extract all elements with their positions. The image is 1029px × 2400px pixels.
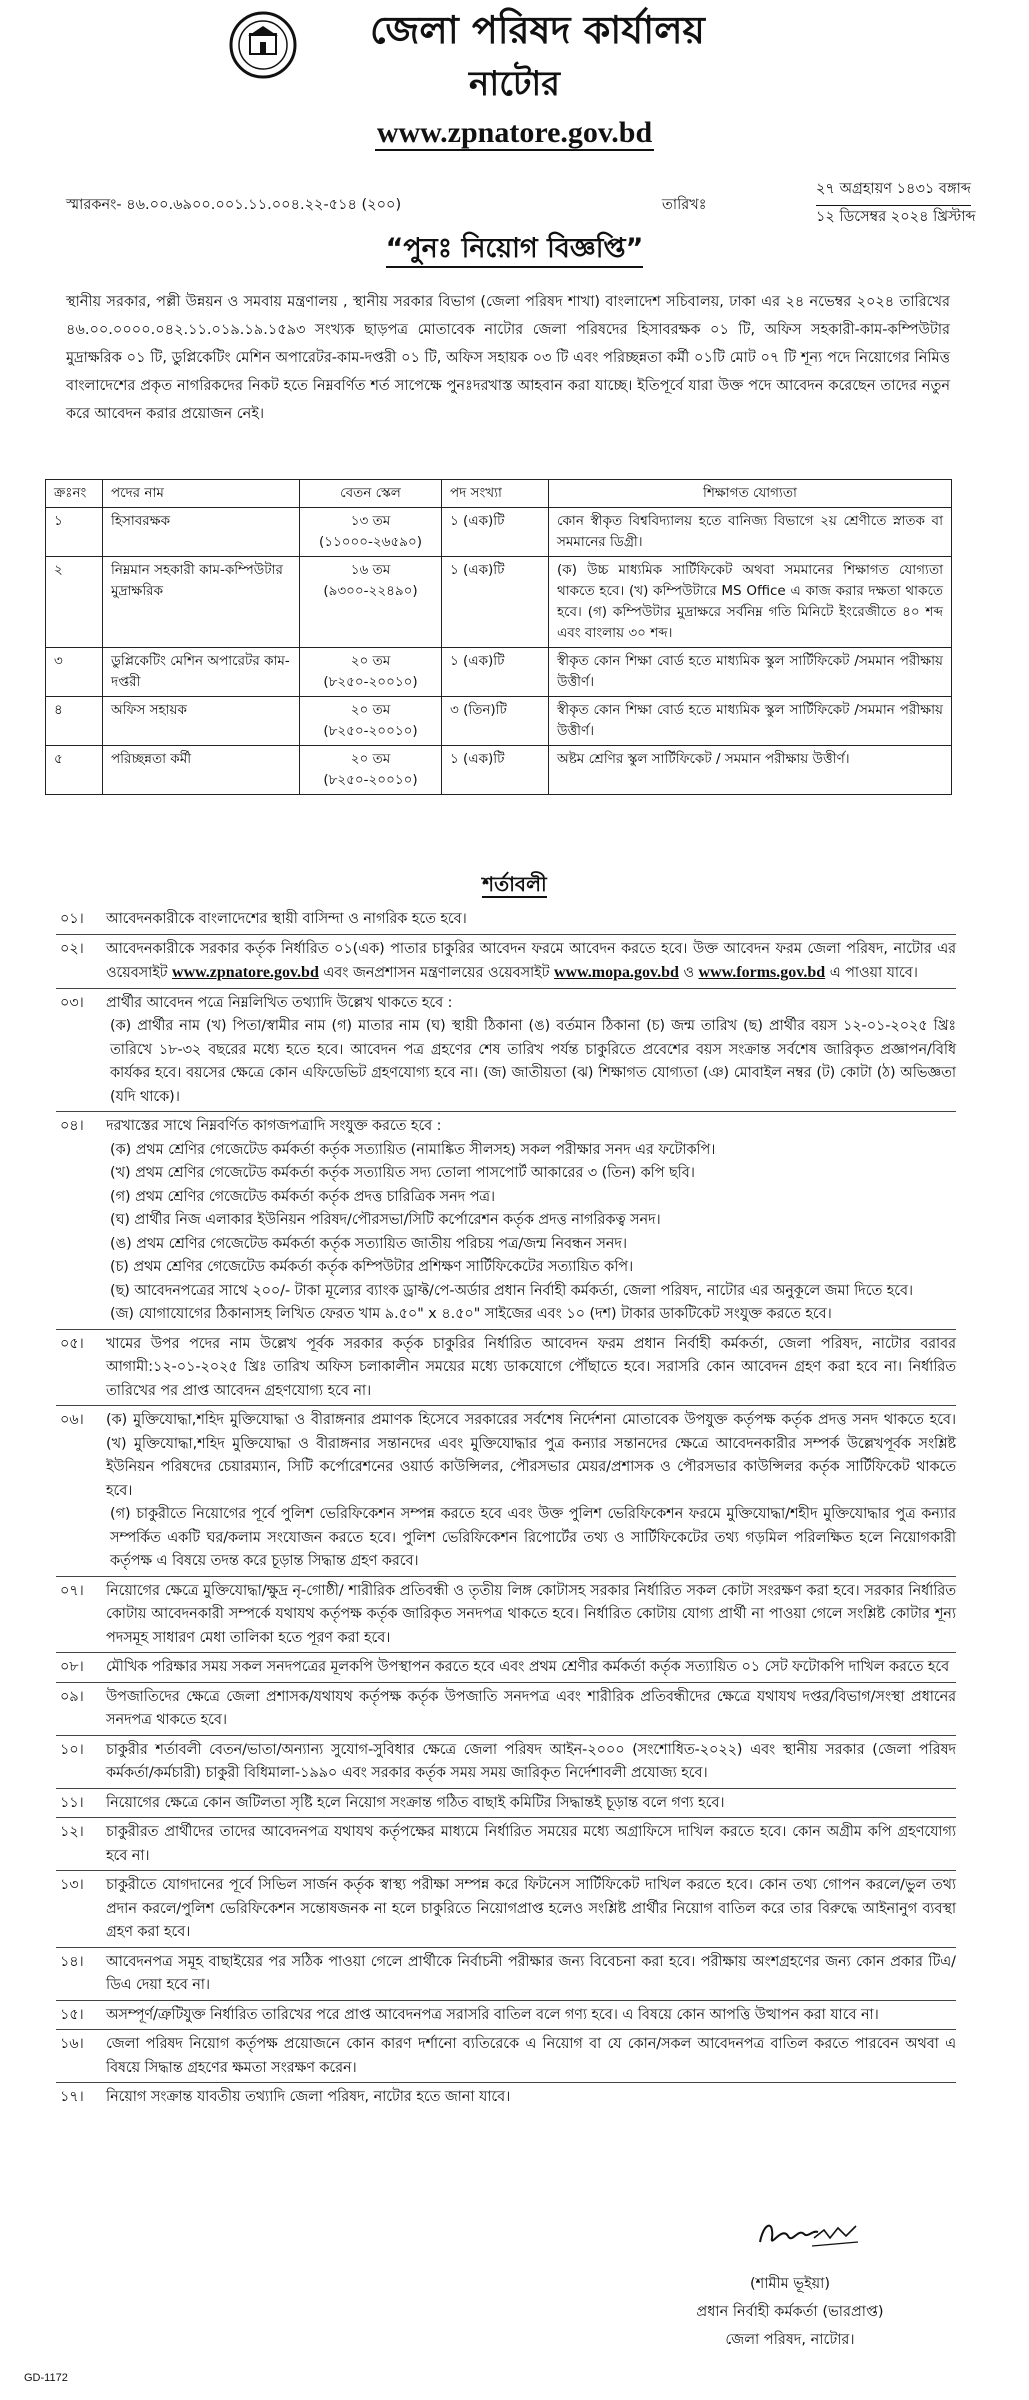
- condition-line: নিয়োগের ক্ষেত্রে কোন জটিলতা সৃষ্টি হলে নিয়োগ সংক্রান্ত গঠিত বাছাই কমিটির সিদ্ধান্তই চূড়ান্ত বলে গণ্য হবে।: [106, 1794, 725, 1811]
- row-qualification: কোন স্বীকৃত বিশ্ববিদ্যালয় হতে বানিজ্য বিভাগে ২য় শ্রেণীতে স্নাতক বা সমমানের ডিগ্রী।: [549, 508, 952, 557]
- table-header-row: [46, 480, 952, 508]
- condition-item: [56, 1874, 956, 1945]
- condition-item: [56, 908, 956, 932]
- divider: [56, 1788, 956, 1789]
- condition-number: ১০।: [60, 1741, 84, 1758]
- condition-number: ১৭।: [60, 2089, 84, 2105]
- condition-line: নিয়োগ সংক্রান্ত যাবতীয় তথ্যাদি জেলা পরিষদ, নাটোর হতে জানা যাবে।: [106, 2089, 511, 2105]
- condition-line: (ছ) আবেদনপত্রের সাথে ২০০/- টাকা মূল্যের ব্যাংক ড্রাফ্ট/পে-অর্ডার প্রধান নির্বাহী কর্মকর্তা, জেলা পরিষদ, নাটোর এর অনুকূলে জমা দিতে হবে।: [110, 1282, 914, 1299]
- row-post: ডুপ্লিকেটিং মেশিন অপারেটর কাম-দপ্তরী: [103, 648, 300, 697]
- row-scale-range: (১১০০০-২৬৫৯০): [318, 534, 423, 550]
- col-serial: ক্রঃনং: [46, 480, 103, 508]
- col-post: পদের নাম: [103, 480, 300, 508]
- condition-line: চাকুরীর শর্তাবলী বেতন/ভাতা/অন্যান্য সুযোগ-সুবিধার ক্ষেত্রে জেলা পরিষদ আইন-২০০০ (সংশোধিত-২০২২) এবং স্থানীয় সরকার (জেলা পরিষদ কর্মকর্তা/কর্মচারী) চাকুরী বিধিমালা-১৯৯০ এবং সরকার কর্তৃক সময় সময় জারিকৃত নির্দেশাবলী প্রযোজ্য হবে।: [106, 1741, 956, 1781]
- divider: [56, 2000, 956, 2001]
- condition-line: (খ) প্রথম শ্রেণির গেজেটেড কর্মকর্তা কর্তৃক সত্যায়িত সদ্য তোলা পাসপোর্ট আকারের ৩ (তিন) কপি ছবি।: [110, 1165, 695, 1181]
- divider: [56, 1947, 956, 1948]
- condition-number: ০১।: [60, 911, 84, 927]
- condition-number: ১৫।: [60, 2006, 84, 2023]
- website-link-zpnatore[interactable]: www.zpnatore.gov.bd: [172, 964, 319, 981]
- row-post: নিম্নমান সহকারী কাম-কম্পিউটার মুদ্রাক্ষরিক: [103, 557, 300, 648]
- row-grade: ১৩ তম: [350, 513, 391, 529]
- condition-line: দরখাস্তের সাথে নিম্নবর্ণিত কাগজপত্রাদি সংযুক্ত করতে হবে :: [106, 1118, 442, 1134]
- website-link-mopa[interactable]: www.mopa.gov.bd: [553, 964, 679, 981]
- condition-line: (গ) চাকুরীতে নিয়োগের পূর্বে পুলিশ ভেরিফিকেশন সম্পন্ন করতে হবে এবং উক্ত পুলিশ ভেরিফিকেশন ফরমে মুক্তিযোদ্ধা/শহীদ মুক্তিযোদ্ধার পুত্র কন্যার সম্পর্কিত একটি ঘর/কলাম সংযোজন করতে হবে। পুলিশ ভেরিফিকেশন রিপোর্টের তথ্য ও সার্টিফিকেটের তথ্য গড়মিল পরিলক্ষিত হলে নিয়োগকারী কর্তৃপক্ষ এ বিষয়ে তদন্ত করে চূড়ান্ত সিদ্ধান্ত গ্রহণ করবে।: [110, 1506, 956, 1569]
- row-qualification: অষ্টম শ্রেণির স্কুল সার্টিফিকেট / সমমান পরীক্ষায় উত্তীর্ণ।: [549, 746, 952, 795]
- condition-number: ১৩।: [60, 1877, 84, 1893]
- condition-item: [56, 1686, 956, 1733]
- divider: [56, 1652, 956, 1653]
- divider: [56, 2029, 956, 2030]
- row-scale-range: (৯৩০০-২২৪৯০): [323, 583, 418, 599]
- row-post: হিসাবরক্ষক: [103, 508, 300, 557]
- row-scale: [300, 557, 442, 648]
- signer-block: [640, 2270, 940, 2354]
- condition-item: [56, 1792, 956, 1816]
- divider: [56, 1329, 956, 1330]
- condition-line: (ঙ) প্রথম শ্রেণির গেজেটেড কর্মকর্তা কর্তৃক সত্যায়িত জাতীয় পরিচয় পত্র/জন্ম নিবন্ধন সনদ।: [110, 1235, 627, 1252]
- row-count: ১ (এক)টি: [442, 746, 549, 795]
- vacancy-table: [45, 479, 952, 795]
- row-count: ১ (এক)টি: [442, 648, 549, 697]
- row-grade: ২০ তম: [350, 653, 391, 669]
- condition-item: [56, 1656, 956, 1680]
- date-english: ১২ ডিসেম্বর ২০২৪ খ্রিস্টাব্দ: [816, 209, 976, 225]
- condition-line: (গ) প্রথম শ্রেণির গেজেটেড কর্মকর্তা কর্তৃক প্রদত্ত চারিত্রিক সনদ পত্র।: [110, 1188, 496, 1205]
- divider: [56, 934, 956, 935]
- condition-number: ০২।: [60, 940, 84, 957]
- condition-item: [56, 992, 956, 1110]
- website-link[interactable]: www.zpnatore.gov.bd: [376, 116, 653, 149]
- divider: [56, 1576, 956, 1577]
- signer-office: জেলা পরিষদ, নাটোর।: [725, 2332, 855, 2348]
- condition-item: [56, 1580, 956, 1651]
- row-serial: ৩: [46, 648, 103, 697]
- condition-line: (জ) যোগাযোগের ঠিকানাসহ লিখিত ফেরত খাম ৯.৫০" x ৪.৫০" সাইজের এবং ১০ (দশ) টাকার ডাকটিকেট সংযুক্ত করতে হবে।: [110, 1306, 832, 1322]
- row-scale-range: (৮২৫০-২০০১০): [323, 674, 418, 690]
- row-scale: [300, 648, 442, 697]
- condition-line: অসম্পূর্ণ/ত্রুটিযুক্ত নির্ধারিত তারিখের পরে প্রাপ্ত আবেদনপত্র সরাসরি বাতিল বলে গণ্য হবে। এ বিষয়ে কোন আপত্তি উত্থাপন করা যাবে না।: [106, 2006, 879, 2023]
- divider: [56, 1870, 956, 1871]
- table-row: [46, 648, 952, 697]
- row-post: অফিস সহায়ক: [103, 697, 300, 746]
- divider: [56, 988, 956, 989]
- memo-ref: স্মারকনং- ৪৬.০০.৬৯০০.০০১.১১.০০৪.২২-৫১৪ (২০০): [66, 197, 402, 213]
- condition-item: [56, 1409, 956, 1574]
- signer-name: (শামীম ভূইয়া): [749, 2276, 831, 2292]
- condition-item: [56, 1739, 956, 1786]
- notice-title: “পুনঃ নিয়োগ বিজ্ঞপ্তি”: [386, 233, 644, 268]
- condition-line: (চ) প্রথম শ্রেণির গেজেটেড কর্মকর্তা কর্তৃক কম্পিউটার প্রশিক্ষণ সার্টিফিকেটের সত্যায়িত কপি।: [110, 1259, 634, 1275]
- condition-line: মৌখিক পরিক্ষার সময় সকল সনদপত্রের মূলকপি উপস্থাপন করতে হবে এবং প্রথম শ্রেণীর কর্মকর্তা কর্তৃক সত্যায়িত ০১ সেট ফটোকপি দাখিল করতে হবে: [106, 1659, 950, 1675]
- divider: [56, 1735, 956, 1736]
- conditions-title: শর্তাবলী: [482, 872, 547, 896]
- condition-number: ০৪।: [60, 1118, 84, 1134]
- row-grade: ২০ তম: [350, 751, 391, 767]
- condition-line: চাকুরীতে যোগদানের পূর্বে সিভিল সার্জন কর্তৃক স্বাস্থ্য পরীক্ষা সম্পন্ন করে ফিটনেস সার্টিফিকেট দাখিল করতে হবে। কোন তথ্য গোপন করলে/ভুল তথ্য প্রদান করলে/পুলিশ ভেরিফিকেশন সন্তোষজনক না হলে চাকুরিতে নিয়োগপ্রাপ্ত হলেও সংশ্লিষ্ট প্রার্থীর নিয়োগ বাতিল করে তার বিরুদ্ধে আইনানুগ ব্যবস্থা গ্রহণ করা হবে।: [106, 1877, 956, 1940]
- col-count: পদ সংখ্যা: [442, 480, 549, 508]
- row-count: ১ (এক)টি: [442, 508, 549, 557]
- condition-line: জেলা পরিষদ নিয়োগ কর্তৃপক্ষ প্রয়োজনে কোন কারণ দর্শানো ব্যতিরেকে এ নিয়োগ বা যে কোন/সকল আবেদনপত্র বাতিল করতে পারবেন অথবা এ বিষয়ে সিদ্ধান্ত গ্রহণের ক্ষমতা সংরক্ষণ করেন।: [106, 2036, 956, 2076]
- condition-line: নিয়োগের ক্ষেত্রে মুক্তিযোদ্ধা/ক্ষুদ্র নৃ-গোষ্ঠী/ শারীরিক প্রতিবন্ধী ও তৃতীয় লিঙ্গ কোটাসহ সরকার নির্ধারিত সকল কোটা সংরক্ষণ করা হবে। সরকার নির্ধারিত কোটায় আবেদনকারী সম্পর্কে যথাযথ কর্তৃপক্ষ কর্তৃক জারিকৃত সনদপত্র থাকতে হবে। নির্ধারিত কোটায় যোগ্য প্রার্থী না পাওয়া গেলে সংশ্লিষ্ট কোটার শূন্য পদসমূহ সাধারণ মেধা তালিকা হতে পূরণ করা হবে।: [106, 1582, 956, 1646]
- row-grade: ২০ তম: [350, 702, 391, 718]
- condition-line: (ক) প্রথম শ্রেণির গেজেটেড কর্মকর্তা কর্তৃক সত্যায়িত (নামাঙ্কিত সীলসহ) সকল পরীক্ষার সনদ এর ফটোকপি।: [110, 1141, 716, 1158]
- condition-line: আবেদনকারীকে সরকার কর্তৃক নির্ধারিত ০১(এক) পাতার চাকুরির আবেদন ফরমে আবেদন করতে হবে। উক্ত আবেদন ফরম জেলা পরিষদ, নাটোর এর ওয়েবসাইট www.zpnatore.gov.bd এবং জনপ্রশাসন মন্ত্রণালয়ের ওয়েবসাইট www.mopa.gov.bd ও www.forms.gov.bd এ পাওয়া যাবে।: [106, 940, 956, 981]
- row-count: ৩ (তিন)টি: [442, 697, 549, 746]
- row-scale: [300, 508, 442, 557]
- condition-line: (ঘ) প্রার্থীর নিজ এলাকার ইউনিয়ন পরিষদ/পৌরসভা/সিটি কর্পোরেশন কর্তৃক প্রদত্ত নাগরিকত্ব সনদ।: [110, 1212, 661, 1228]
- condition-number: ০৬।: [60, 1412, 84, 1428]
- condition-line: উপজাতিদের ক্ষেত্রে জেলা প্রশাসক/যথাযথ কর্তৃপক্ষ কর্তৃক উপজাতি সনদপত্র এবং শারীরিক প্রতিবন্ধীদের ক্ষেত্রে যথাযথ দপ্তর/বিভাগ/সংস্থা প্রধানের সনদপত্র থাকতে হবে।: [106, 1688, 956, 1728]
- condition-line: চাকুরীরত প্রার্থীদের তাদের আবেদনপত্র যথাযথ কর্তৃপক্ষের মাধ্যমে নির্ধারিত সময়ের মধ্যে অগ্রাফিসে দাখিল করতে হবে। কোন অগ্রীম কপি গ্রহণযোগ্য হবে না।: [106, 1824, 956, 1864]
- condition-line: (ক) প্রার্থীর নাম (খ) পিতা/স্বামীর নাম (গ) মাতার নাম (ঘ) স্থায়ী ঠিকানা (ঙ) বর্তমান ঠিকানা (চ) জন্ম তারিখ (ছ) প্রার্থীর বয়স ১২-০১-২০২৫ খ্রিঃ তারিখে ১৮-৩২ বছরের মধ্যে হতে হবে। আবেদন পত্র গ্রহণের শেষ তারিখ পর্যন্ত চাকুরিতে প্রবেশের বয়স সংক্রান্ত সর্বশেষ জারিকৃত প্রজ্ঞাপন/বিধি কার্যকর হবে। বয়সের ক্ষেত্রে কোন এফিডেভিট গ্রহণযোগ্য হবে না। (জ) জাতীয়তা (ঝ) শিক্ষাগত যোগ্যতা (ঞ) মোবাইল নম্বর (ট) কোটা (ঠ) অভিজ্ঞতা (যদি থাকে)।: [110, 1018, 956, 1105]
- row-serial: ৫: [46, 746, 103, 795]
- condition-item: [56, 1333, 956, 1404]
- date-bangla: ২৭ অগ্রহায়ণ ১৪৩১ বঙ্গাব্দ: [816, 178, 971, 206]
- table-row: [46, 508, 952, 557]
- condition-line: (ক) মুক্তিযোদ্ধা,শহিদ মুক্তিযোদ্ধা ও বীরাঙ্গনার প্রমাণক হিসেবে সরকারের সর্বশেষ নির্দেশনা মোতাবেক উপযুক্ত কর্তৃপক্ষ কর্তৃক প্রদত্ত সনদ থাকতে হবে। (খ) মুক্তিযোদ্ধা,শহিদ মুক্তিযোদ্ধা ও বীরাঙ্গনার সন্তানদের এবং মুক্তিযোদ্ধার পুত্র কন্যার সন্তানদের ক্ষেত্রে আবেদনকারীর সম্পর্ক উল্লেখপূর্বক সংশ্লিষ্ট ইউনিয়ন পরিষদের চেয়ারম্যান, সিটি কর্পোরেশনের ওয়ার্ড কাউন্সিলর, পৌরসভার মেয়র/প্রশাসক ও পৌরসভার কাউন্সিলর কর্তৃক সার্টিফিকেট থাকতে হবে।: [106, 1412, 956, 1499]
- condition-number: ০৮।: [60, 1659, 84, 1675]
- intro-paragraph: স্থানীয় সরকার, পল্লী উন্নয়ন ও সমবায় মন্ত্রণালয় , স্থানীয় সরকার বিভাগ (জেলা পরিষদ শাখা) বাংলাদেশ সচিবালয়, ঢাকা এর ২৪ নভেম্বর ২০২৪ তারিখের ৪৬.০০.০০০০.০৪২.১১.০১৯.১৯.১৫৯৩ সংখ্যক ছাড়পত্র মোতাবেক নাটোর জেলা পরিষদের হিসাবরক্ষক ০১ টি, অফিস সহকারী-কাম-কম্পিউটার মুদ্রাক্ষরিক ০১ টি, ডুপ্লিকেটিং মেশিন অপারেটর-কাম-দপ্তরী ০১ টি, অফিস সহায়ক ০৩ টি এবং পরিচ্ছন্নতা কর্মী ০১টি মোট ০৭ টি শূন্য পদে নিয়োগের নিমিত্ত বাংলাদেশের প্রকৃত নাগরিকদের নিকট হতে নিম্নবর্ণিত শর্ত সাপেক্ষে পুনঃদরখাস্ত আহবান করা যাচ্ছে। ইতিপূর্বে যারা উক্ত পদে আবেদন করেছেন তাদের নতুন করে আবেদন করার প্রয়োজন নেই।: [66, 294, 950, 422]
- condition-line: আবেদনপত্র সমূহ বাছাইয়ের পর সঠিক পাওয়া গেলে প্রার্থীকে নির্বাচনী পরীক্ষার জন্য বিবেচনা করা হবে। পরীক্ষায় অংশগ্রহণের জন্য কোন প্রকার টিএ/ডিএ দেয়া হবে না।: [106, 1953, 956, 1993]
- col-scale: বেতন স্কেল: [300, 480, 442, 508]
- row-count: ১ (এক)টি: [442, 557, 549, 648]
- row-serial: ১: [46, 508, 103, 557]
- office-title: জেলা পরিষদ কার্যালয়: [370, 8, 705, 52]
- condition-line: খামের উপর পদের নাম উল্লেখ পূর্বক সরকার কর্তৃক চাকুরির নির্ধারিত আবেদন ফরম প্রধান নির্বাহী কর্মকর্তা, জেলা পরিষদ, নাটোর বরাবর আগামী:১২-০১-২০২৫ খ্রিঃ তারিখ অফিস চলাকালীন সময়ের মধ্যে ডাকযোগে পৌঁছাতে হবে। সরাসরি কোন আবেদন গ্রহণ করা হবে না। নির্ধারিত তারিখের পর প্রাপ্ত আবেদন গ্রহণযোগ্য হবে না।: [106, 1335, 956, 1399]
- district-name: নাটোর: [469, 64, 560, 104]
- condition-item: [56, 2004, 956, 2028]
- divider: [56, 1111, 956, 1112]
- condition-item: [56, 1821, 956, 1868]
- condition-item: [56, 1115, 956, 1327]
- row-post: পরিচ্ছন্নতা কর্মী: [103, 746, 300, 795]
- row-qualification: স্বীকৃত কোন শিক্ষা বোর্ড হতে মাধ্যমিক স্কুল সার্টিফিকেট /সমমান পরীক্ষায় উত্তীর্ণ।: [549, 648, 952, 697]
- row-scale: [300, 697, 442, 746]
- col-qualification: শিক্ষাগত যোগ্যতা: [549, 480, 952, 508]
- condition-number: ০৭।: [60, 1582, 84, 1599]
- signer-designation: প্রধান নির্বাহী কর্মকর্তা (ভারপ্রাপ্ত): [696, 2304, 884, 2320]
- row-scale-range: (৮২৫০-২০০১০): [323, 772, 418, 788]
- table-row: [46, 746, 952, 795]
- divider: [56, 1405, 956, 1406]
- table-row: [46, 557, 952, 648]
- condition-line: প্রার্থীর আবেদন পত্রে নিম্নলিখিত তথ্যাদি উল্লেখ থাকতে হবে :: [106, 994, 453, 1011]
- condition-number: ০৩।: [60, 994, 84, 1011]
- row-qualification: (ক) উচ্চ মাধ্যমিক সার্টিফিকেট অথবা সমমানের শিক্ষাগত যোগ্যতা থাকতে হবে। (খ) কম্পিউটারে MS Office এ কাজ করার দক্ষতা থাকতে হবে। (গ) কম্পিউটার মুদ্রাক্ষরে সর্বনিম্ন গতি মিনিটে ইংরেজীতে ৪০ শব্দ এবং বাংলায় ৩০ শব্দ।: [549, 557, 952, 648]
- row-qualification: স্বীকৃত কোন শিক্ষা বোর্ড হতে মাধ্যমিক স্কুল সার্টিফিকেট /সমমান পরীক্ষায় উত্তীর্ণ।: [549, 697, 952, 746]
- condition-number: ০৫।: [60, 1335, 84, 1352]
- condition-line: আবেদনকারীকে বাংলাদেশের স্থায়ী বাসিন্দা ও নাগরিক হতে হবে।: [106, 911, 467, 927]
- condition-item: [56, 938, 956, 986]
- table-row: [46, 697, 952, 746]
- divider: [56, 1682, 956, 1683]
- conditions-list: [56, 908, 956, 2110]
- condition-number: ০৯।: [60, 1688, 84, 1705]
- condition-item: [56, 2086, 956, 2110]
- row-grade: ১৬ তম: [350, 562, 391, 578]
- row-scale: [300, 746, 442, 795]
- condition-number: ১২।: [60, 1824, 84, 1840]
- condition-number: ১৪।: [60, 1953, 84, 1970]
- condition-item: [56, 1951, 956, 1998]
- condition-number: ১১।: [60, 1794, 84, 1811]
- row-serial: ৪: [46, 697, 103, 746]
- signature-icon: [752, 2208, 862, 2258]
- condition-number: ১৬।: [60, 2036, 84, 2052]
- divider: [56, 2082, 956, 2083]
- form-code: GD-1172: [24, 2372, 68, 2384]
- condition-item: [56, 2033, 956, 2080]
- row-serial: ২: [46, 557, 103, 648]
- date-label: তারিখঃ: [662, 197, 707, 213]
- website-link-forms[interactable]: www.forms.gov.bd: [698, 964, 826, 981]
- divider: [56, 1817, 956, 1818]
- row-scale-range: (৮২৫০-২০০১০): [323, 723, 418, 739]
